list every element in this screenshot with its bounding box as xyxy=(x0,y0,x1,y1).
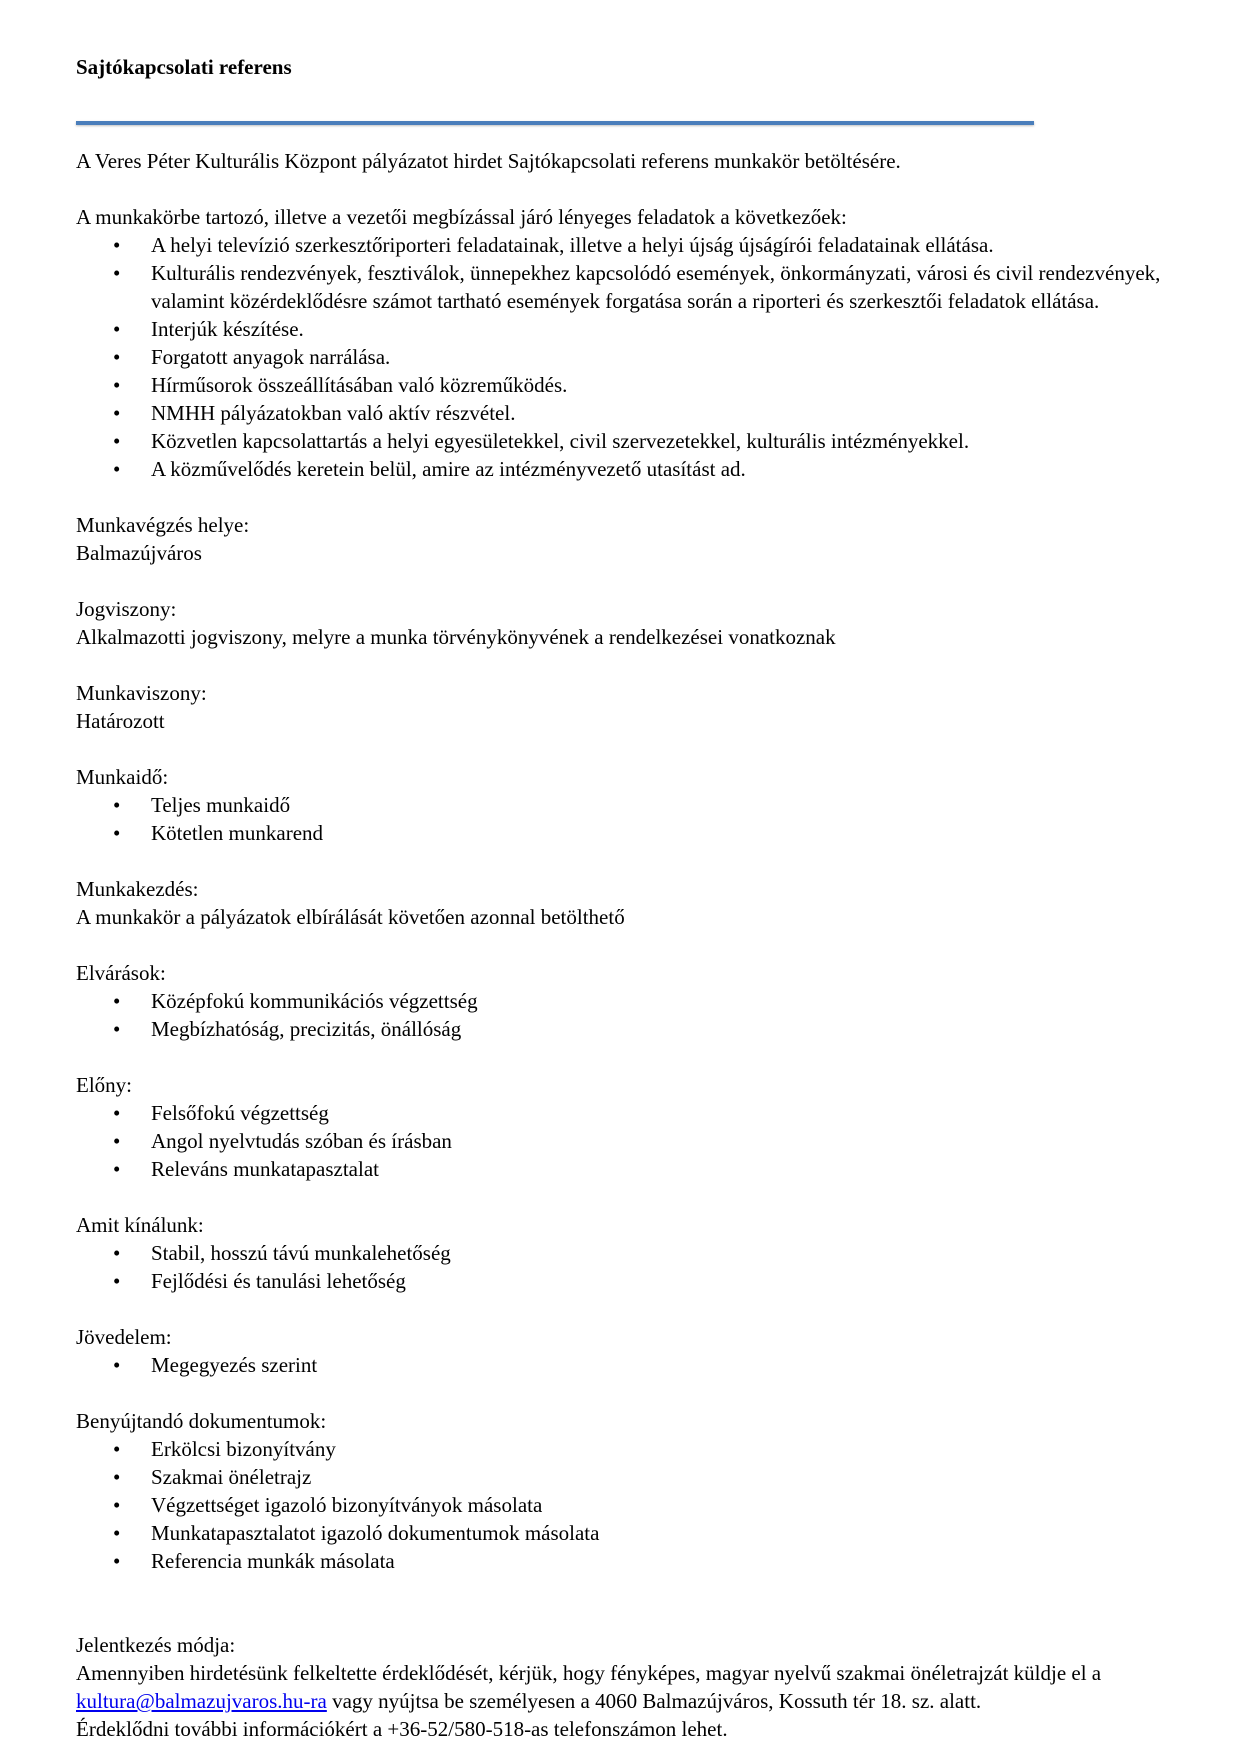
offer-section xyxy=(76,1211,1164,1295)
bullet-icon: • xyxy=(113,373,121,397)
list-item-text: Angol nyelvtudás szóban és írásban xyxy=(151,1129,452,1153)
title-divider xyxy=(76,121,1034,125)
tasks-heading: A munkakörbe tartozó, illetve a vezetői megbízással járó lényeges feladatok a következőek: xyxy=(76,205,847,229)
tasks-list xyxy=(76,231,1164,483)
legal-label: Jogviszony: xyxy=(76,597,177,621)
list-item xyxy=(76,819,1164,847)
start-section xyxy=(76,875,1164,931)
start-label: Munkakezdés: xyxy=(76,877,199,901)
requirements-list xyxy=(76,987,1164,1043)
list-item-text: Megegyezés szerint xyxy=(151,1353,318,1377)
requirements-label: Elvárások: xyxy=(76,961,166,985)
page-title: Sajtókapcsolati referens xyxy=(76,55,292,79)
bullet-icon: • xyxy=(113,1017,121,1041)
list-item-text: Szakmai önéletrajz xyxy=(151,1465,312,1489)
contact-section xyxy=(76,1631,1164,1743)
bullet-icon: • xyxy=(113,345,121,369)
bullet-icon: • xyxy=(113,261,121,285)
list-item-text: Erkölcsi bizonyítvány xyxy=(151,1437,336,1461)
bullet-icon: • xyxy=(113,1241,121,1265)
worktime-list xyxy=(76,791,1164,847)
bullet-icon: • xyxy=(113,233,121,257)
list-item-text: Stabil, hosszú távú munkalehetőség xyxy=(151,1241,451,1265)
list-item xyxy=(76,1127,1164,1155)
location-value: Balmazújváros xyxy=(76,541,202,565)
location-label: Munkavégzés helye: xyxy=(76,513,250,537)
email-link[interactable]: kultura@balmazujvaros.hu-ra xyxy=(76,1689,327,1713)
list-item xyxy=(76,1351,1164,1379)
list-item xyxy=(76,1491,1164,1519)
list-item xyxy=(76,1267,1164,1295)
list-item xyxy=(76,1239,1164,1267)
bullet-icon: • xyxy=(113,1549,121,1573)
advantages-section xyxy=(76,1071,1164,1183)
list-item xyxy=(76,1547,1164,1575)
salary-section xyxy=(76,1323,1164,1379)
advantages-list xyxy=(76,1099,1164,1183)
bullet-icon: • xyxy=(113,1353,121,1377)
bullet-icon: • xyxy=(113,1521,121,1545)
list-item-text: Kulturális rendezvények, fesztiválok, ünnepekhez kapcsolódó események, önkormányzati, városi és civil rendezvények, valamint közérdeklődésre számot tartható események forgatása során a riporteri és szerkesztői feladatok ellátása. xyxy=(151,261,1161,313)
bullet-icon: • xyxy=(113,989,121,1013)
bullet-icon: • xyxy=(113,1493,121,1517)
list-item xyxy=(76,399,1164,427)
bullet-icon: • xyxy=(113,317,121,341)
tasks-section xyxy=(76,203,1164,483)
list-item xyxy=(76,259,1164,315)
list-item xyxy=(76,1519,1164,1547)
salary-list xyxy=(76,1351,1164,1379)
advantages-label: Előny: xyxy=(76,1073,132,1097)
list-item xyxy=(76,987,1164,1015)
list-item xyxy=(76,1099,1164,1127)
salary-label: Jövedelem: xyxy=(76,1325,172,1349)
bullet-icon: • xyxy=(113,1465,121,1489)
list-item xyxy=(76,343,1164,371)
list-item-text: Interjúk készítése. xyxy=(151,317,304,341)
list-item xyxy=(76,1435,1164,1463)
documents-section xyxy=(76,1407,1164,1575)
employment-label: Munkaviszony: xyxy=(76,681,207,705)
list-item-text: Releváns munkatapasztalat xyxy=(151,1157,379,1181)
list-item-text: Forgatott anyagok narrálása. xyxy=(151,345,391,369)
bullet-icon: • xyxy=(113,821,121,845)
requirements-section xyxy=(76,959,1164,1043)
list-item xyxy=(76,371,1164,399)
bullet-icon: • xyxy=(113,1437,121,1461)
documents-list xyxy=(76,1435,1164,1575)
list-item-text: NMHH pályázatokban való aktív részvétel. xyxy=(151,401,516,425)
list-item xyxy=(76,231,1164,259)
list-item-text: Fejlődési és tanulási lehetőség xyxy=(151,1269,406,1293)
offer-label: Amit kínálunk: xyxy=(76,1213,204,1237)
list-item-text: A közművelődés keretein belül, amire az intézményvezető utasítást ad. xyxy=(151,457,746,481)
list-item-text: Középfokú kommunikációs végzettség xyxy=(151,989,478,1013)
worktime-label: Munkaidő: xyxy=(76,765,169,789)
documents-label: Benyújtandó dokumentumok: xyxy=(76,1409,327,1433)
bullet-icon: • xyxy=(113,1129,121,1153)
list-item-text: Hírműsorok összeállításában való közreműködés. xyxy=(151,373,568,397)
list-item xyxy=(76,1463,1164,1491)
list-item xyxy=(76,1015,1164,1043)
list-item-text: Végzettséget igazoló bizonyítványok másolata xyxy=(151,1493,543,1517)
list-item xyxy=(76,1155,1164,1183)
list-item xyxy=(76,791,1164,819)
contact-text-after: vagy nyújtsa be személyesen a 4060 Balmazújváros, Kossuth tér 18. sz. alatt. xyxy=(326,1689,982,1713)
list-item xyxy=(76,427,1164,455)
list-item-text: Referencia munkák másolata xyxy=(151,1549,395,1573)
list-item-text: Teljes munkaidő xyxy=(151,793,291,817)
list-item-text: Munkatapasztalatot igazoló dokumentumok másolata xyxy=(151,1521,600,1545)
list-item-text: Kötetlen munkarend xyxy=(151,821,324,845)
location-section xyxy=(76,511,1164,567)
bullet-icon: • xyxy=(113,457,121,481)
bullet-icon: • xyxy=(113,1157,121,1181)
offer-list xyxy=(76,1239,1164,1295)
intro-text: A Veres Péter Kulturális Központ pályázatot hirdet Sajtókapcsolati referens munkakör betöltésére. xyxy=(76,149,901,173)
employment-section xyxy=(76,679,1164,735)
legal-section xyxy=(76,595,1164,651)
list-item-text: Megbízhatóság, precizitás, önállóság xyxy=(151,1017,462,1041)
bullet-icon: • xyxy=(113,1269,121,1293)
list-item-text: Felsőfokú végzettség xyxy=(151,1101,329,1125)
contact-label: Jelentkezés módja: xyxy=(76,1633,236,1657)
employment-value: Határozott xyxy=(76,709,165,733)
bullet-icon: • xyxy=(113,429,121,453)
contact-text xyxy=(76,1659,1164,1715)
bullet-icon: • xyxy=(113,793,121,817)
list-item xyxy=(76,315,1164,343)
contact-text-before: Amennyiben hirdetésünk felkeltette érdeklődését, kérjük, hogy fényképes, magyar nyelvű szakmai önéletrajzát küldje el a xyxy=(76,1661,1102,1685)
bullet-icon: • xyxy=(113,401,121,425)
contact-phone-line: Érdeklődni további információkért a +36-52/580-518-as telefonszámon lehet. xyxy=(76,1717,728,1741)
worktime-section xyxy=(76,763,1164,847)
legal-value: Alkalmazotti jogviszony, melyre a munka törvénykönyvének a rendelkezései vonatkoznak xyxy=(76,625,836,649)
bullet-icon: • xyxy=(113,1101,121,1125)
list-item xyxy=(76,455,1164,483)
list-item-text: Közvetlen kapcsolattartás a helyi egyesületekkel, civil szervezetekkel, kulturális intézményekkel. xyxy=(151,429,970,453)
start-value: A munkakör a pályázatok elbírálását követően azonnal betölthető xyxy=(76,905,625,929)
list-item-text: A helyi televízió szerkesztőriporteri feladatainak, illetve a helyi újság újságírói feladatainak ellátása. xyxy=(151,233,994,257)
